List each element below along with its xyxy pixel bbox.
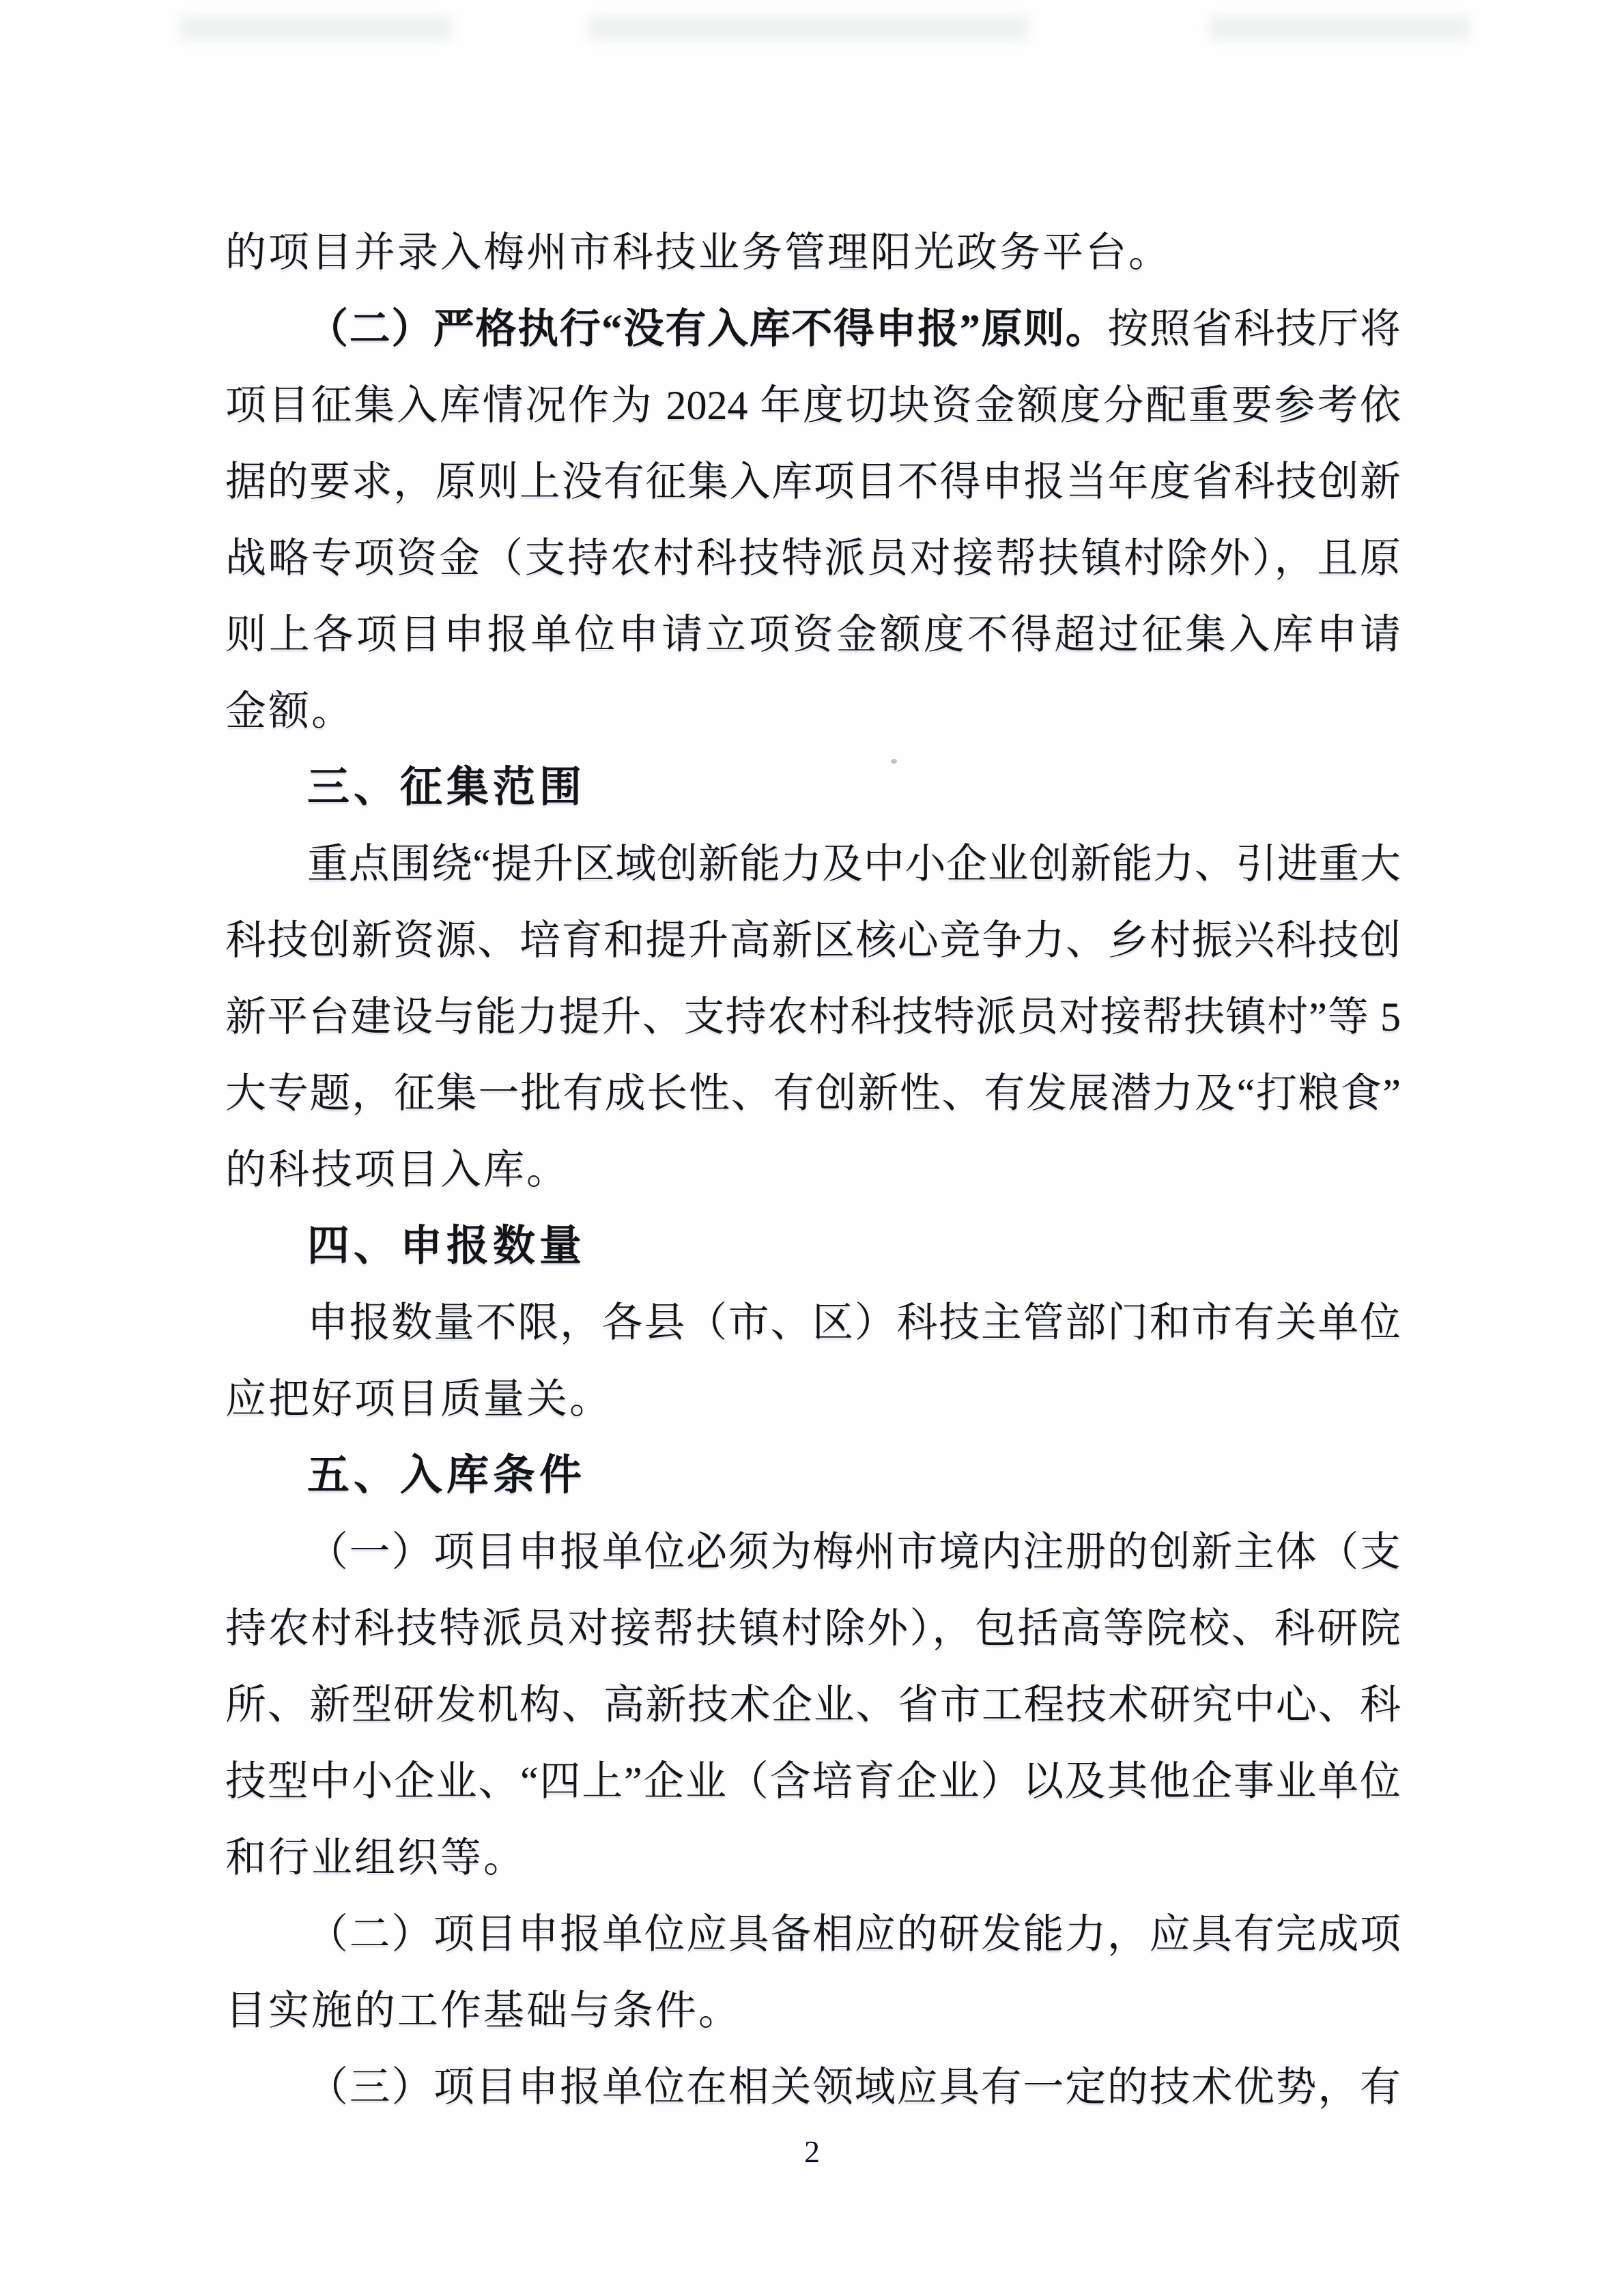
body-line: 申报数量不限，各县（市、区）科技主管部门和市有关单位 xyxy=(307,1300,1401,1345)
paragraph-2-start xyxy=(225,291,1401,367)
body-line: （三）项目申报单位在相关领域应具有一定的技术优势，有 xyxy=(307,2065,1401,2110)
body-line: 持农村科技特派员对接帮扶镇村除外），包括高等院校、科研院 xyxy=(225,1606,1401,1651)
bold-run: （二）严格执行“没有入库不得申报”原则。 xyxy=(307,306,1108,351)
body-line: 据的要求，原则上没有征集入库项目不得申报当年度省科技创新 xyxy=(225,459,1401,504)
body-line: 新平台建设与能力提升、支持农村科技特派员对接帮扶镇村”等 5 xyxy=(225,994,1401,1039)
regular-run: 按照省科技厅将 xyxy=(1107,306,1401,351)
body-line: 金额。 xyxy=(225,689,354,734)
scan-bleedthrough-artifact xyxy=(588,16,1029,40)
heading-application-quantity: 四、申报数量 xyxy=(307,1222,586,1269)
page-number: 2 xyxy=(804,2134,820,2169)
body-line: （一）项目申报单位必须为梅州市境内注册的创新主体（支 xyxy=(307,1530,1401,1575)
body-line: 重点围绕“提升区域创新能力及中小企业创新能力、引进重大 xyxy=(307,842,1401,887)
body-line: 项目征集入库情况作为 2024 年度切块资金额度分配重要参考依 xyxy=(225,383,1401,428)
body-line: 大专题，征集一批有成长性、有创新性、有发展潜力及“打粮食” xyxy=(225,1071,1401,1116)
body-line: 所、新型研发机构、高新技术企业、省市工程技术研究中心、科 xyxy=(225,1682,1401,1727)
body-line: 则上各项目申报单位申请立项资金额度不得超过征集入库申请 xyxy=(225,612,1401,657)
scan-bleedthrough-artifact xyxy=(179,16,452,40)
body-line: 目实施的工作基础与条件。 xyxy=(225,1988,741,2033)
body-line: （二）项目申报单位应具备相应的研发能力，应具有完成项 xyxy=(307,1912,1401,1957)
body-line: 应把好项目质量关。 xyxy=(225,1377,612,1422)
body-line: 技型中小企业、“四上”企业（含培育企业）以及其他企事业单位 xyxy=(225,1759,1401,1804)
body-line: 的科技项目入库。 xyxy=(225,1147,569,1192)
document-body xyxy=(225,214,1401,2125)
heading-inclusion-conditions: 五、入库条件 xyxy=(307,1452,586,1499)
body-line: 和行业组织等。 xyxy=(225,1835,526,1880)
heading-collection-scope: 三、征集范围 xyxy=(307,764,586,811)
body-line: 战略专项资金（支持农村科技特派员对接帮扶镇村除外），且原 xyxy=(225,536,1401,581)
scan-bleedthrough-artifact xyxy=(1208,16,1470,40)
body-line: 科技创新资源、培育和提升高新区核心竞争力、乡村振兴科技创 xyxy=(225,918,1401,963)
body-line: 的项目并录入梅州市科技业务管理阳光政务平台。 xyxy=(225,230,1171,275)
